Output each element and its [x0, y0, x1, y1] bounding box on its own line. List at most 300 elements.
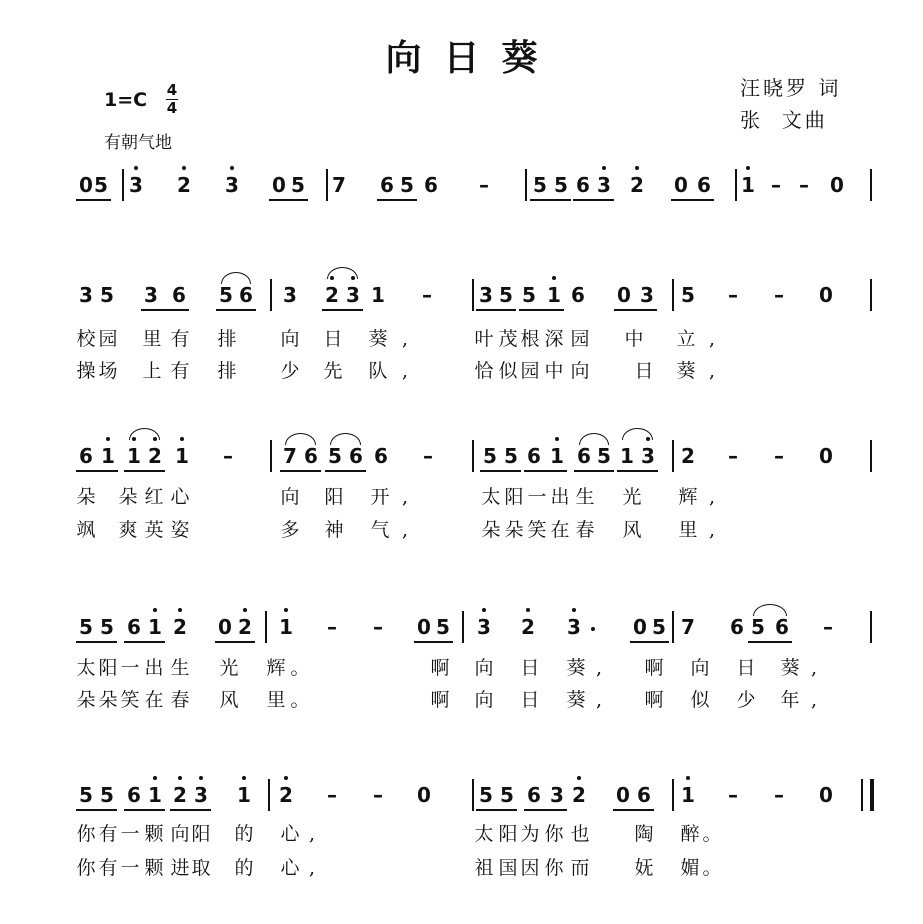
lyric-char: 茂 [498, 328, 518, 350]
eighth-underline [630, 641, 669, 643]
lyric-char: , [401, 360, 409, 382]
lyric-char: , [810, 689, 818, 711]
slur [327, 267, 358, 279]
eighth-underline [280, 470, 321, 472]
jianpu-note: 1 [171, 444, 193, 468]
jianpu-note: 0 [218, 615, 232, 639]
lyric-char: 园 [570, 328, 590, 350]
lyric-char: 深 [544, 328, 564, 350]
jianpu-note: 3 [550, 783, 564, 807]
eighth-underline [76, 809, 117, 811]
lyric-char: 。 [702, 823, 722, 845]
sustain-dash: – [223, 444, 233, 468]
lyric-char: 英 [144, 519, 164, 541]
lyric-char: 陶 [634, 823, 654, 845]
lyric-char: 里 [678, 519, 698, 541]
barline [268, 779, 270, 811]
lyric-char: 在 [550, 519, 570, 541]
jianpu-note: 1 [737, 173, 759, 197]
jianpu-note: 6 [172, 283, 186, 307]
lyric-char: 葵 [566, 657, 586, 679]
jianpu-note: 3 [190, 783, 212, 807]
jianpu-note: 5 [219, 283, 233, 307]
jianpu-note: 5 [400, 173, 414, 197]
lyric-char: 心 [280, 823, 300, 845]
lyric-char: 朵 [76, 689, 96, 711]
jianpu-note: 6 [239, 283, 253, 307]
lyric-char: 根 [520, 328, 540, 350]
barline [870, 440, 872, 472]
eighth-underline [476, 309, 516, 311]
lyric-char: 葵 [566, 689, 586, 711]
lyric-char: 恰 [474, 360, 494, 382]
lyric-char: 叶 [474, 328, 494, 350]
key-signature [104, 89, 147, 111]
lyric-char: 光 [219, 657, 239, 679]
slur [579, 433, 609, 445]
lyric-char: 里 [266, 689, 286, 711]
lyric-char: 朵 [504, 519, 524, 541]
jianpu-note: 5 [100, 615, 114, 639]
lyric-char: , [308, 857, 316, 879]
barline [672, 279, 674, 311]
jianpu-note: 2 [173, 173, 195, 197]
barline [870, 611, 872, 643]
song-title: 向日葵 [385, 37, 560, 79]
lyric-char: 你 [544, 823, 564, 845]
eighth-underline [613, 809, 654, 811]
barline [672, 611, 674, 643]
jianpu-note: 5 [291, 173, 305, 197]
barline [462, 611, 464, 643]
lyric-char: 生 [170, 657, 190, 679]
eighth-underline [414, 641, 453, 643]
eighth-underline [124, 470, 165, 472]
time-signature [164, 82, 180, 117]
lyric-char: 向 [690, 657, 710, 679]
jianpu-note: 6 [576, 173, 590, 197]
eighth-underline [76, 199, 111, 201]
lyric-char: 有 [170, 360, 190, 382]
eighth-underline [574, 470, 614, 472]
lyric-char: , [708, 519, 716, 541]
lyric-char: 阳 [504, 486, 524, 508]
jianpu-note: 1 [546, 444, 568, 468]
jianpu-note: 5 [554, 173, 568, 197]
eighth-underline [322, 309, 363, 311]
lyric-char: 队 [368, 360, 388, 382]
lyric-char: 阳 [498, 823, 518, 845]
jianpu-note: 1 [275, 615, 297, 639]
barline [472, 279, 474, 311]
lyric-char: , [401, 328, 409, 350]
lyric-char: 爽 [118, 519, 138, 541]
lyric-char: 日 [520, 689, 540, 711]
lyric-char: 啊 [644, 689, 664, 711]
jianpu-note: 6 [127, 615, 141, 639]
eighth-underline [530, 199, 571, 201]
lyric-char: 似 [690, 689, 710, 711]
lyric-char: 向 [570, 360, 590, 382]
lyric-char: 向 [280, 486, 300, 508]
lyric-char: 颗 [144, 823, 164, 845]
lyric-char: 年 [780, 689, 800, 711]
jianpu-note: 3 [283, 283, 297, 307]
lyric-char: 辉 [266, 657, 286, 679]
jianpu-note: 1 [123, 444, 145, 468]
lyric-char: , [595, 689, 603, 711]
barline [270, 279, 272, 311]
lyric-char: 因 [520, 857, 540, 879]
jianpu-note: 1 [144, 615, 166, 639]
eighth-underline [215, 641, 255, 643]
lyric-char: 向 [170, 823, 190, 845]
eighth-underline [524, 470, 567, 472]
lyric-char: 祖 [474, 857, 494, 879]
sustain-dash: – [774, 783, 784, 807]
sustain-dash: – [771, 173, 781, 197]
lyric-char: 向 [474, 657, 494, 679]
lyric-char: , [308, 823, 316, 845]
lyric-char: 一 [120, 657, 140, 679]
jianpu-note: 1 [233, 783, 255, 807]
lyric-char: 。 [702, 857, 722, 879]
lyric-char: 排 [217, 328, 237, 350]
jianpu-note: 6 [304, 444, 318, 468]
slur [221, 272, 251, 284]
augmentation-dot [591, 627, 595, 631]
slur [285, 433, 316, 445]
lyric-char: 一 [120, 857, 140, 879]
lyric-char: 也 [570, 823, 590, 845]
jianpu-note: 2 [321, 283, 343, 307]
lyric-char: 立 [676, 328, 696, 350]
eighth-underline [377, 199, 417, 201]
jianpu-note: 2 [681, 444, 695, 468]
jianpu-note: 2 [275, 783, 297, 807]
jianpu-note: 6 [79, 444, 93, 468]
lyric-char: 朵 [481, 519, 501, 541]
lyric-char: , [401, 486, 409, 508]
lyric-char: , [810, 657, 818, 679]
lyric-char: 。 [290, 689, 310, 711]
composer-credit: 张 文曲 [740, 108, 828, 132]
lyric-char: 。 [290, 657, 310, 679]
jianpu-note: 5 [499, 283, 513, 307]
slur [129, 428, 160, 440]
sustain-dash: – [728, 444, 738, 468]
eighth-underline [480, 470, 521, 472]
jianpu-note: 6 [571, 283, 585, 307]
lyric-char: 园 [98, 328, 118, 350]
eighth-underline [573, 199, 614, 201]
barline [122, 169, 124, 201]
jianpu-note: 3 [79, 283, 93, 307]
barline [870, 279, 872, 311]
lyric-char: 日 [634, 360, 654, 382]
lyric-char: 葵 [676, 360, 696, 382]
jianpu-note: 5 [504, 444, 518, 468]
lyric-char: 在 [144, 689, 164, 711]
eighth-underline [170, 809, 211, 811]
lyric-char: 一 [120, 823, 140, 845]
lyric-char: 取 [191, 857, 211, 879]
lyric-char: , [595, 657, 603, 679]
lyric-char: 妩 [634, 857, 654, 879]
lyricist-credit: 汪晓罗 词 [740, 76, 842, 100]
lyric-char: 朵 [98, 689, 118, 711]
jianpu-note: 5 [522, 283, 536, 307]
jianpu-note: 0 [674, 173, 688, 197]
lyric-char: 校 [76, 328, 96, 350]
lyric-char: 阳 [98, 657, 118, 679]
key-text: 1=C [104, 89, 148, 111]
jianpu-note: 6 [349, 444, 363, 468]
lyric-char: 媚 [680, 857, 700, 879]
sustain-dash: – [423, 444, 433, 468]
sustain-dash: – [479, 173, 489, 197]
jianpu-note: 3 [342, 283, 364, 307]
lyric-char: 笑 [120, 689, 140, 711]
jianpu-note: 3 [640, 283, 654, 307]
lyric-char: 春 [575, 519, 595, 541]
sustain-dash: – [373, 615, 383, 639]
lyric-char: 太 [76, 657, 96, 679]
eighth-underline [216, 309, 256, 311]
lyric-char: 飒 [76, 519, 96, 541]
lyric-char: 朵 [76, 486, 96, 508]
lyric-char: 光 [622, 486, 642, 508]
jianpu-note: 0 [819, 444, 833, 468]
jianpu-note: 0 [617, 283, 631, 307]
jianpu-note: 1 [620, 444, 634, 468]
jianpu-note: 5 [597, 444, 611, 468]
jianpu-note: 6 [527, 783, 541, 807]
lyric-char: 葵 [780, 657, 800, 679]
jianpu-note: 5 [100, 283, 114, 307]
sustain-dash: – [774, 444, 784, 468]
jianpu-note: 2 [169, 783, 191, 807]
jianpu-note: 6 [730, 615, 744, 639]
lyric-char: 上 [142, 360, 162, 382]
barline [870, 169, 872, 201]
lyric-char: 有 [98, 823, 118, 845]
lyric-char: 朵 [118, 486, 138, 508]
barline [472, 779, 474, 811]
lyric-char: 你 [76, 857, 96, 879]
lyric-char: 太 [474, 823, 494, 845]
lyric-char: 风 [622, 519, 642, 541]
lyric-char: 红 [144, 486, 164, 508]
barline [735, 169, 737, 201]
barline [326, 169, 328, 201]
lyric-char: 进 [170, 857, 190, 879]
jianpu-note: 0 [417, 615, 431, 639]
lyric-char: 似 [498, 360, 518, 382]
jianpu-note: 5 [79, 615, 93, 639]
eighth-underline [124, 641, 165, 643]
jianpu-note: 1 [543, 283, 565, 307]
lyric-char: 多 [280, 519, 300, 541]
lyric-char: , [708, 328, 716, 350]
barline [270, 440, 272, 472]
jianpu-note: 0 [830, 173, 844, 197]
jianpu-note: 5 [500, 783, 514, 807]
jianpu-note: 0 [272, 173, 286, 197]
eighth-underline [614, 309, 657, 311]
lyric-char: 醉 [680, 823, 700, 845]
barline [861, 779, 863, 811]
lyric-char: , [708, 360, 716, 382]
lyric-char: , [708, 486, 716, 508]
lyric-char: 开 [370, 486, 390, 508]
barline [525, 169, 527, 201]
eighth-underline [748, 641, 792, 643]
jianpu-note: 1 [144, 783, 166, 807]
jianpu-note: 6 [374, 444, 388, 468]
jianpu-note: 3 [479, 283, 493, 307]
eighth-underline [76, 641, 117, 643]
lyric-char: 中 [544, 360, 564, 382]
lyric-char: 少 [280, 360, 300, 382]
jianpu-note: 5 [533, 173, 547, 197]
sustain-dash: – [422, 283, 432, 307]
meter-bottom: 4 [166, 99, 178, 117]
lyric-char: 啊 [430, 657, 450, 679]
jianpu-note: 0 [79, 173, 93, 197]
jianpu-note: 3 [637, 444, 659, 468]
lyric-char: 排 [217, 360, 237, 382]
lyric-char: 日 [520, 657, 540, 679]
lyric-char: 的 [234, 857, 254, 879]
jianpu-note: 6 [577, 444, 591, 468]
jianpu-note: 5 [100, 783, 114, 807]
lyric-char: 神 [324, 519, 344, 541]
jianpu-note: 5 [328, 444, 342, 468]
lyric-char: 出 [144, 657, 164, 679]
jianpu-note: 6 [697, 173, 711, 197]
jianpu-note: 1 [371, 283, 385, 307]
lyric-char: 先 [323, 360, 343, 382]
sustain-dash: – [373, 783, 383, 807]
slur [753, 604, 787, 616]
lyric-char: 心 [170, 486, 190, 508]
lyric-char: 春 [170, 689, 190, 711]
slur [622, 428, 653, 440]
jianpu-note: 6 [637, 783, 651, 807]
lyric-char: 日 [736, 657, 756, 679]
jianpu-note: 0 [616, 783, 630, 807]
jianpu-note: 3 [563, 615, 585, 639]
lyric-char: 场 [98, 360, 118, 382]
lyric-char: 有 [170, 328, 190, 350]
jianpu-note: 5 [681, 283, 695, 307]
lyric-char: 风 [219, 689, 239, 711]
jianpu-note: 2 [234, 615, 256, 639]
tempo-marking: 有朝气地 [104, 133, 172, 153]
lyric-char: 气 [370, 519, 390, 541]
lyric-char: 一 [527, 486, 547, 508]
lyric-char: 生 [575, 486, 595, 508]
lyric-char: 向 [474, 689, 494, 711]
lyric-char: 里 [142, 328, 162, 350]
lyric-char: 日 [323, 328, 343, 350]
jianpu-note: 0 [819, 283, 833, 307]
eighth-underline [617, 470, 658, 472]
sustain-dash: – [327, 615, 337, 639]
jianpu-note: 1 [97, 444, 119, 468]
jianpu-note: 2 [626, 173, 648, 197]
jianpu-note: 0 [417, 783, 431, 807]
eighth-underline [325, 470, 366, 472]
sustain-dash: – [823, 615, 833, 639]
lyric-char: 而 [570, 857, 590, 879]
lyric-char: 笑 [527, 519, 547, 541]
jianpu-note: 6 [380, 173, 394, 197]
final-barline [870, 779, 874, 811]
lyric-char: 颗 [144, 857, 164, 879]
lyric-char: 太 [481, 486, 501, 508]
lyric-char: 阳 [191, 823, 211, 845]
jianpu-note: 3 [593, 173, 615, 197]
jianpu-note: 6 [775, 615, 789, 639]
jianpu-note: 3 [473, 615, 495, 639]
eighth-underline [124, 809, 165, 811]
lyric-char: 少 [736, 689, 756, 711]
jianpu-note: 5 [479, 783, 493, 807]
lyric-char: 啊 [430, 689, 450, 711]
eighth-underline [269, 199, 308, 201]
lyric-char: 心 [280, 857, 300, 879]
eighth-underline [76, 470, 118, 472]
lyric-char: 你 [76, 823, 96, 845]
jianpu-note: 5 [751, 615, 765, 639]
lyric-char: 园 [520, 360, 540, 382]
jianpu-note: 3 [144, 283, 158, 307]
barline [672, 779, 674, 811]
jianpu-note: 1 [677, 783, 699, 807]
lyric-char: 你 [544, 857, 564, 879]
jianpu-note: 7 [283, 444, 297, 468]
jianpu-note: 3 [125, 173, 147, 197]
sustain-dash: – [799, 173, 809, 197]
jianpu-note: 3 [221, 173, 243, 197]
jianpu-note: 2 [169, 615, 191, 639]
sustain-dash: – [774, 283, 784, 307]
lyric-char: 为 [520, 823, 540, 845]
lyric-char: 阳 [324, 486, 344, 508]
jianpu-note: 2 [144, 444, 166, 468]
jianpu-note: 5 [79, 783, 93, 807]
jianpu-note: 0 [819, 783, 833, 807]
lyric-char: 的 [234, 823, 254, 845]
sustain-dash: – [327, 783, 337, 807]
lyric-char: 姿 [170, 519, 190, 541]
jianpu-note: 7 [681, 615, 695, 639]
lyric-char: 有 [98, 857, 118, 879]
jianpu-note: 5 [483, 444, 497, 468]
jianpu-note: 2 [568, 783, 590, 807]
jianpu-note: 7 [332, 173, 346, 197]
jianpu-note: 5 [436, 615, 450, 639]
lyric-char: 出 [550, 486, 570, 508]
lyric-char: 向 [280, 328, 300, 350]
lyric-char: 啊 [644, 657, 664, 679]
slur [330, 433, 361, 445]
barline [472, 440, 474, 472]
lyric-char: 辉 [678, 486, 698, 508]
jianpu-note: 6 [424, 173, 438, 197]
